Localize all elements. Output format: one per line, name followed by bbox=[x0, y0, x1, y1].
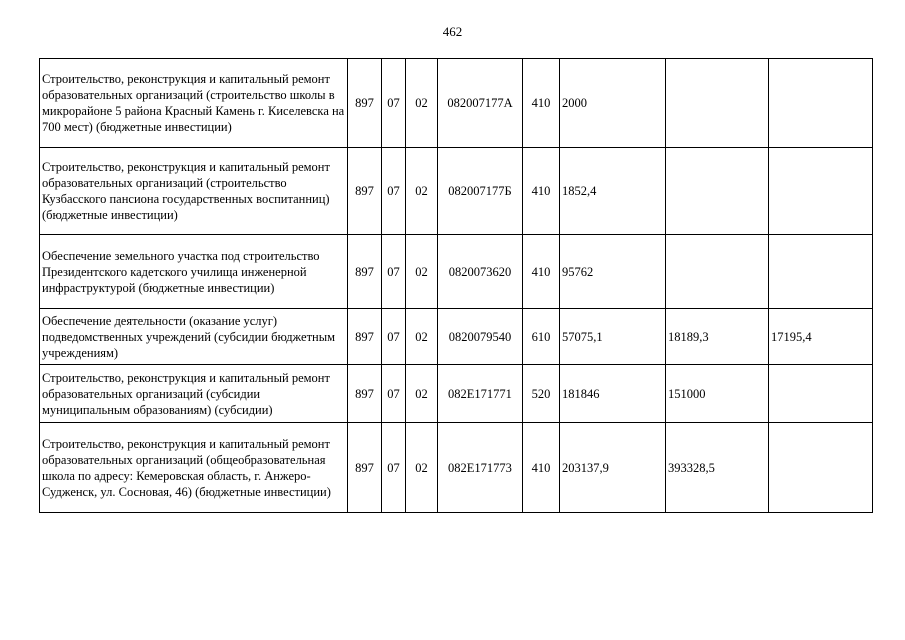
row-target-code: 0820073620 bbox=[438, 235, 523, 309]
row-amount-1: 1852,4 bbox=[560, 148, 666, 235]
row-amount-2: 18189,3 bbox=[666, 309, 769, 365]
table-row bbox=[40, 309, 873, 365]
row-ministry-code: 897 bbox=[348, 235, 382, 309]
row-ministry-code: 897 bbox=[348, 365, 382, 423]
table-row bbox=[40, 148, 873, 235]
row-amount-2: 393328,5 bbox=[666, 423, 769, 513]
row-subsection-code: 02 bbox=[406, 235, 438, 309]
row-section-code: 07 bbox=[382, 365, 406, 423]
row-expense-type: 410 bbox=[523, 235, 560, 309]
row-subsection-code: 02 bbox=[406, 148, 438, 235]
row-expense-type: 410 bbox=[523, 423, 560, 513]
row-amount-1: 181846 bbox=[560, 365, 666, 423]
row-subsection-code: 02 bbox=[406, 423, 438, 513]
row-description: Обеспечение земельного участка под строительство Президентского кадетского училища инженерной инфраструктурой (бюджетные инвестиции) bbox=[40, 235, 348, 309]
row-target-code: 082007177А bbox=[438, 59, 523, 148]
table-row bbox=[40, 423, 873, 513]
row-section-code: 07 bbox=[382, 148, 406, 235]
row-expense-type: 520 bbox=[523, 365, 560, 423]
row-amount-1: 57075,1 bbox=[560, 309, 666, 365]
row-ministry-code: 897 bbox=[348, 309, 382, 365]
row-amount-1: 95762 bbox=[560, 235, 666, 309]
table-row bbox=[40, 235, 873, 309]
budget-table bbox=[39, 58, 873, 513]
row-subsection-code: 02 bbox=[406, 365, 438, 423]
row-amount-2 bbox=[666, 59, 769, 148]
row-amount-1: 203137,9 bbox=[560, 423, 666, 513]
row-section-code: 07 bbox=[382, 423, 406, 513]
row-ministry-code: 897 bbox=[348, 148, 382, 235]
row-amount-2: 151000 bbox=[666, 365, 769, 423]
row-amount-3: 17195,4 bbox=[769, 309, 873, 365]
row-description: Строительство, реконструкция и капитальный ремонт образовательных организаций (общеобразовательная школа по адресу: Кемеровская область, г. Анжеро-Судженск, ул. Сосновая, 46) (бюджетные инвестиции) bbox=[40, 423, 348, 513]
row-expense-type: 610 bbox=[523, 309, 560, 365]
row-amount-3 bbox=[769, 59, 873, 148]
row-target-code: 082E171771 bbox=[438, 365, 523, 423]
row-amount-3 bbox=[769, 423, 873, 513]
row-section-code: 07 bbox=[382, 235, 406, 309]
row-amount-1: 2000 bbox=[560, 59, 666, 148]
row-description: Строительство, реконструкция и капитальный ремонт образовательных организаций (строительство школы в микрорайоне 5 района Красный Камень г. Киселевска на 700 мест) (бюджетные инвестиции) bbox=[40, 59, 348, 148]
row-expense-type: 410 bbox=[523, 148, 560, 235]
row-expense-type: 410 bbox=[523, 59, 560, 148]
row-amount-3 bbox=[769, 148, 873, 235]
page-number: 462 bbox=[442, 24, 463, 39]
table-row bbox=[40, 59, 873, 148]
row-amount-2 bbox=[666, 148, 769, 235]
row-target-code: 0820079540 bbox=[438, 309, 523, 365]
row-description: Строительство, реконструкция и капитальный ремонт образовательных организаций (субсидии муниципальным образованиям) (субсидии) bbox=[40, 365, 348, 423]
row-subsection-code: 02 bbox=[406, 59, 438, 148]
row-subsection-code: 02 bbox=[406, 309, 438, 365]
row-amount-2 bbox=[666, 235, 769, 309]
row-ministry-code: 897 bbox=[348, 423, 382, 513]
row-target-code: 082E171773 bbox=[438, 423, 523, 513]
row-amount-3 bbox=[769, 365, 873, 423]
row-target-code: 082007177Б bbox=[438, 148, 523, 235]
row-amount-3 bbox=[769, 235, 873, 309]
table-row bbox=[40, 365, 873, 423]
row-section-code: 07 bbox=[382, 59, 406, 148]
row-description: Строительство, реконструкция и капитальный ремонт образовательных организаций (строительство Кузбасского пансиона государственных воспитанниц) (бюджетные инвестиции) bbox=[40, 148, 348, 235]
row-ministry-code: 897 bbox=[348, 59, 382, 148]
row-description: Обеспечение деятельности (оказание услуг) подведомственных учреждений (субсидии бюджетным учреждениям) bbox=[40, 309, 348, 365]
row-section-code: 07 bbox=[382, 309, 406, 365]
